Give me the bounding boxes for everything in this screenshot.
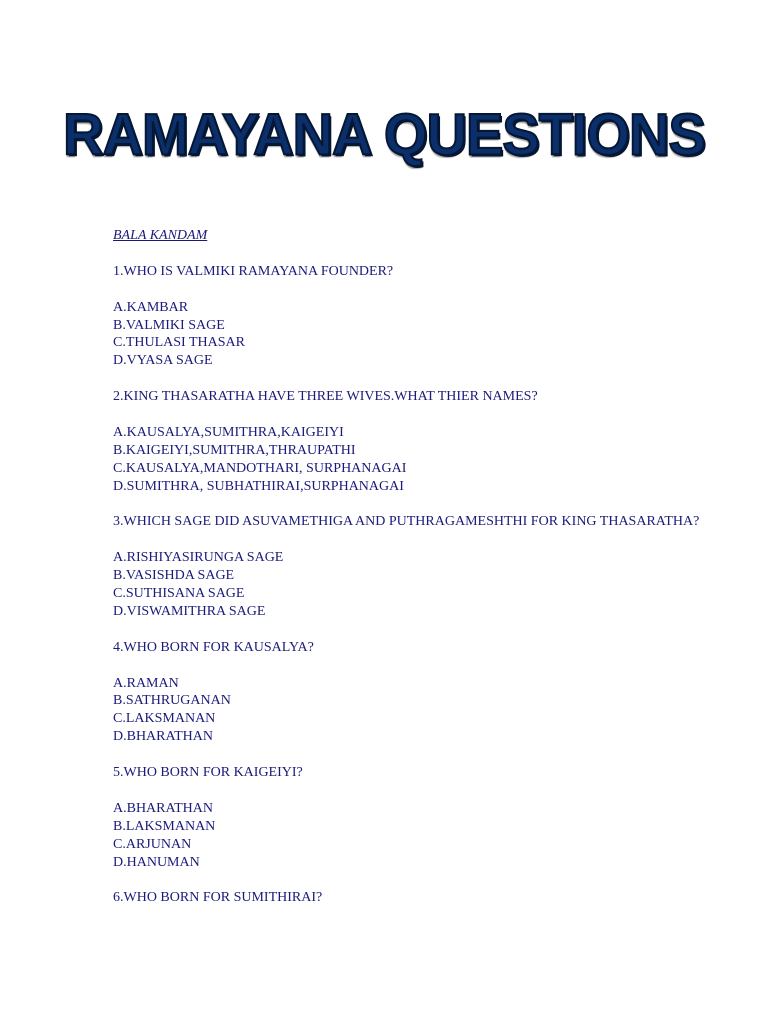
options-list [113, 675, 713, 747]
option-a: A.BHARATHAN [113, 800, 213, 816]
document-title: RAMAYANA QUESTIONS [63, 101, 705, 168]
option-d: D.HANUMAN [113, 854, 200, 870]
question-text: 3.WHICH SAGE DID ASUVAMETHIGA AND PUTHRAGAMESHTHI FOR KING THASARATHA? [113, 514, 700, 530]
options-list [113, 800, 713, 872]
document-content [113, 227, 713, 925]
options-list [113, 424, 713, 496]
question-block-4 [113, 639, 713, 746]
option-d: D.SUMITHRA, SUBHATHIRAI,SURPHANAGAI [113, 478, 404, 494]
question-text: 2.KING THASARATHA HAVE THREE WIVES.WHAT THIER NAMES? [113, 389, 538, 405]
option-a: A.KAMBAR [113, 299, 189, 315]
option-b: B.LAKSMANAN [113, 818, 216, 834]
question-block-5 [113, 764, 713, 871]
options-list [113, 549, 713, 621]
question-block-3 [113, 513, 713, 620]
section-heading: BALA KANDAM [113, 228, 208, 243]
option-a: A.RISHIYASIRUNGA SAGE [113, 550, 284, 566]
option-b: B.SATHRUGANAN [113, 693, 231, 709]
question-block-2 [113, 388, 713, 495]
question-text: 4.WHO BORN FOR KAUSALYA? [113, 639, 314, 655]
option-c: C.SUTHISANA SAGE [113, 586, 245, 602]
option-a: A.KAUSALYA,SUMITHRA,KAIGEIYI [113, 424, 344, 440]
option-b: B.VALMIKI SAGE [113, 317, 225, 333]
question-text: 5.WHO BORN FOR KAIGEIYI? [113, 765, 303, 781]
option-c: C.THULASI THASAR [113, 335, 245, 351]
question-text: 6.WHO BORN FOR SUMITHIRAI? [113, 890, 323, 906]
option-b: B.KAIGEIYI,SUMITHRA,THRAUPATHI [113, 442, 356, 458]
question-block-6 [113, 889, 713, 907]
option-d: D.BHARATHAN [113, 729, 213, 745]
option-c: C.KAUSALYA,MANDOTHARI, SURPHANAGAI [113, 460, 407, 476]
option-d: D.VYASA SAGE [113, 353, 213, 369]
option-b: B.VASISHDA SAGE [113, 568, 235, 584]
question-block-1 [113, 263, 713, 370]
question-text: 1.WHO IS VALMIKI RAMAYANA FOUNDER? [113, 263, 394, 279]
options-list [113, 299, 713, 371]
option-c: C.LAKSMANAN [113, 711, 216, 727]
option-d: D.VISWAMITHRA SAGE [113, 603, 266, 619]
option-a: A.RAMAN [113, 675, 179, 691]
option-c: C.ARJUNAN [113, 836, 192, 852]
